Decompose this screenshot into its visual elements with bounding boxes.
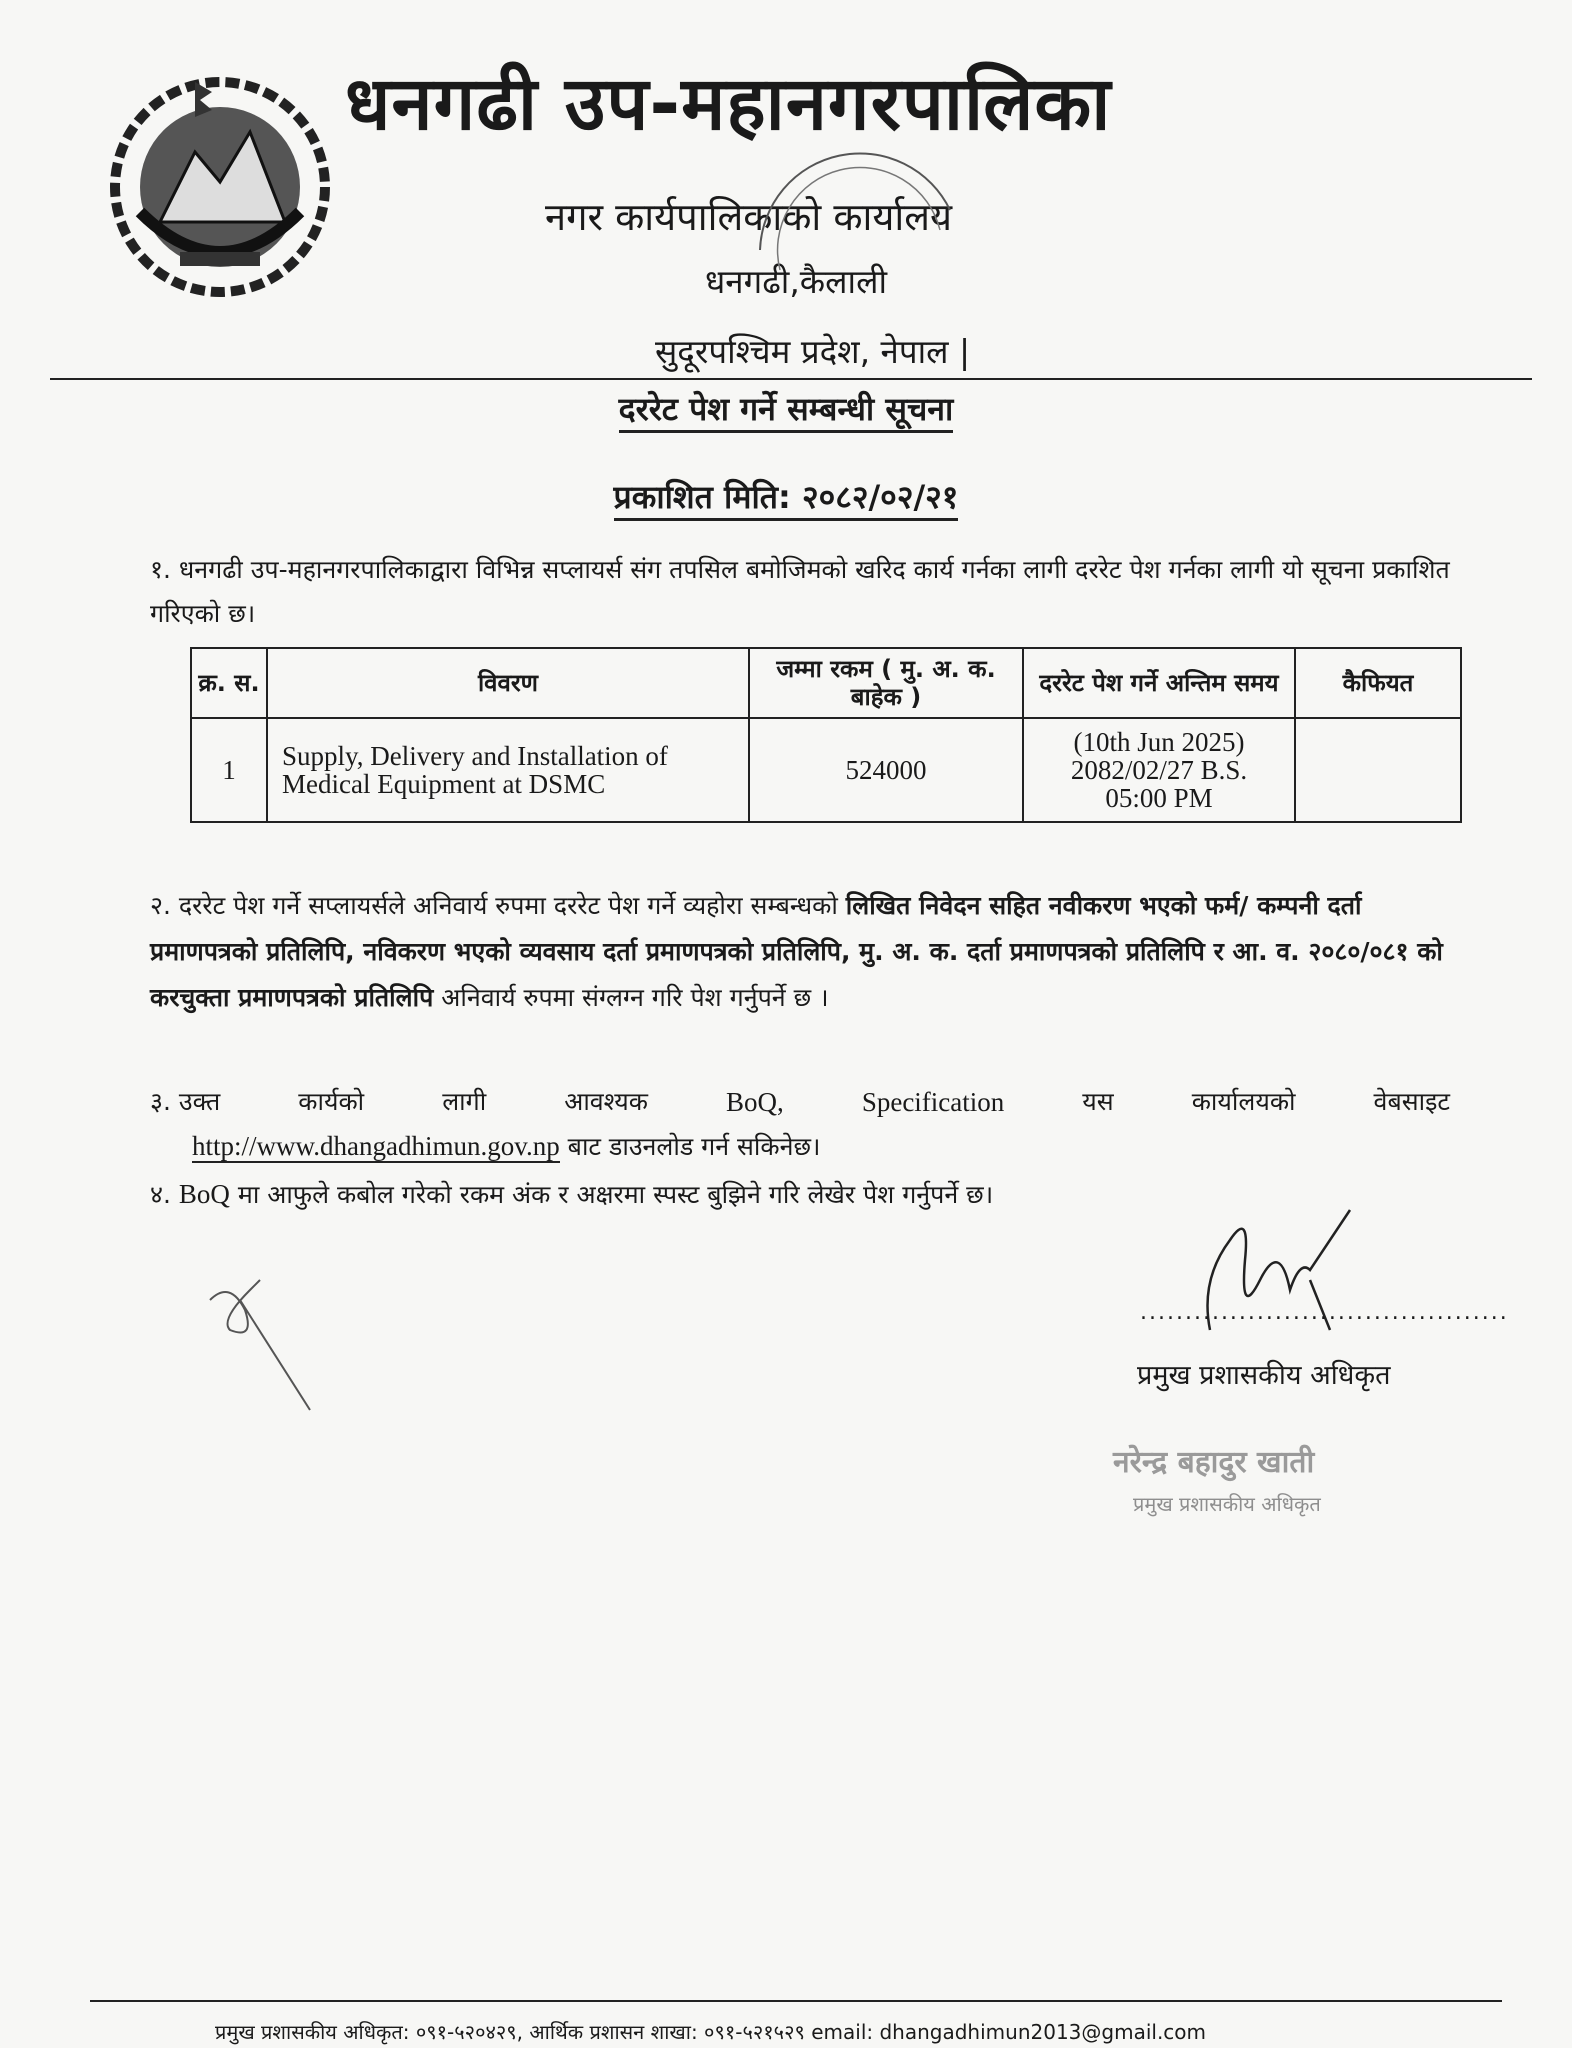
published-date: २०८२/०२/२१ xyxy=(801,478,959,516)
paragraph-number: १. xyxy=(150,555,171,584)
column-header: जम्मा रकम ( मु. अ. क. बाहेक ) xyxy=(749,648,1023,718)
stamp-name: नरेन्द्र बहादुर खाती xyxy=(1113,1445,1315,1480)
cell-sn: 1 xyxy=(191,718,267,822)
boq-text: BoQ xyxy=(178,1179,230,1209)
province-line: सुदूरपश्चिम प्रदेश, नेपाल | xyxy=(655,332,971,371)
cell-description: Supply, Delivery and Installation of Medical Equipment at DSMC xyxy=(267,718,749,822)
word: कार्यालयको xyxy=(1191,1087,1296,1116)
paragraph-3 xyxy=(150,1080,1450,1169)
paragraph-text-bold: लिखित निवेदन सहित नवीकरण भएको फर्म/ कम्पनी दर्ता प्रमाणपत्रको प्रतिलिपि, नविकरण भएको व्यवसाय दर्ता प्रमाणपत्रको प्रतिलिपि, मु. अ. क. दर्ता प्रमाणपत्रको प्रतिलिपि र आ. व. २०८०/०८१ को करचुक्ता प्रमाणपत्रको प्रतिलिपि xyxy=(150,891,1443,1012)
column-header: दररेट पेश गर्ने अन्तिम समय xyxy=(1023,648,1295,718)
signatory-title: प्रमुख प्रशासकीय अधिकृत xyxy=(1137,1360,1391,1391)
deadline-time: 05:00 PM xyxy=(1105,783,1213,813)
stamp-title: प्रमुख प्रशासकीय अधिकृत xyxy=(1133,1492,1321,1516)
deadline-bs: 2082/02/27 B.S. xyxy=(1070,755,1248,785)
cell-remarks xyxy=(1295,718,1461,822)
published-date-line xyxy=(0,475,1572,518)
paragraph-text-plain: दररेट पेश गर्ने सप्लायर्सले अनिवार्य रुपमा दररेट पेश गर्ने व्यहोरा सम्बन्धको xyxy=(178,891,846,920)
column-header: क्र. स. xyxy=(191,648,267,718)
cell-amount: 524000 xyxy=(749,718,1023,822)
word: कार्यको xyxy=(298,1087,365,1116)
word: आवश्यक xyxy=(564,1087,648,1116)
notice-title: दररेट पेश गर्ने सम्बन्धी सूचना xyxy=(0,387,1572,430)
word: वेबसाइट xyxy=(1373,1087,1450,1116)
website-link[interactable]: http://www.dhangadhimun.gov.np xyxy=(192,1131,560,1161)
word: BoQ, xyxy=(726,1087,784,1117)
paragraph-text: मा आफुले कबोल गरेको रकम अंक र अक्षरमा स्पस्ट बुझिने गरि लेखेर पेश गर्नुपर्ने छ। xyxy=(229,1180,994,1209)
word: Specification xyxy=(861,1087,1005,1117)
tender-table xyxy=(190,647,1462,823)
cell-deadline xyxy=(1023,718,1295,822)
column-header: विवरण xyxy=(267,648,749,718)
table-row xyxy=(191,718,1461,822)
handwritten-initial xyxy=(200,1260,320,1420)
column-header: कैफियत xyxy=(1295,648,1461,718)
office-city: धनगढी,कैलाली xyxy=(705,262,887,301)
paragraph-2 xyxy=(150,883,1450,1021)
paragraph-number: ३. उक्त xyxy=(150,1087,221,1116)
published-label: प्रकाशित मिति: xyxy=(613,478,791,516)
signature xyxy=(1190,1200,1370,1350)
word: लागी xyxy=(442,1087,487,1116)
header-divider xyxy=(50,378,1532,380)
footer-divider xyxy=(90,2000,1502,2002)
word: यस xyxy=(1082,1087,1114,1116)
org-name: धनगढी उप-महानगरपालिका xyxy=(345,61,1112,147)
paragraph-number: ४. xyxy=(150,1180,171,1209)
signature-line: ......................................... xyxy=(1140,1300,1509,1325)
paragraph-1 xyxy=(150,548,1460,636)
paragraph-number: २. xyxy=(150,891,171,920)
paragraph-text: धनगढी उप-महानगरपालिकाद्वारा विभिन्न सप्लायर्स संग तपसिल बमोजिमको खरिद कार्य गर्नका लागी दररेट पेश गर्नका लागी यो सूचना प्रकाशित गरिएको छ। xyxy=(150,555,1450,628)
nepal-emblem-logo xyxy=(100,62,340,302)
table-header-row xyxy=(191,648,1461,718)
deadline-ad: (10th Jun 2025) xyxy=(1073,727,1245,757)
footer-contact: प्रमुख प्रशासकीय अधिकृत: ०९१-५२०४२९, आर्थिक प्रशासन शाखा: ०९१-५२१५२९ email: dhangadhimun2013@gmail.com xyxy=(215,2020,1207,2044)
paragraph-text-plain-end: अनिवार्य रुपमा संग्लग्न गरि पेश गर्नुपर्ने छ । xyxy=(433,983,829,1012)
office-seal-stamp xyxy=(740,130,970,300)
paragraph-text: बाट डाउनलोड गर्न सकिनेछ। xyxy=(559,1132,821,1161)
office-name: नगर कार्यपालिकाको कार्यालय xyxy=(545,195,953,239)
